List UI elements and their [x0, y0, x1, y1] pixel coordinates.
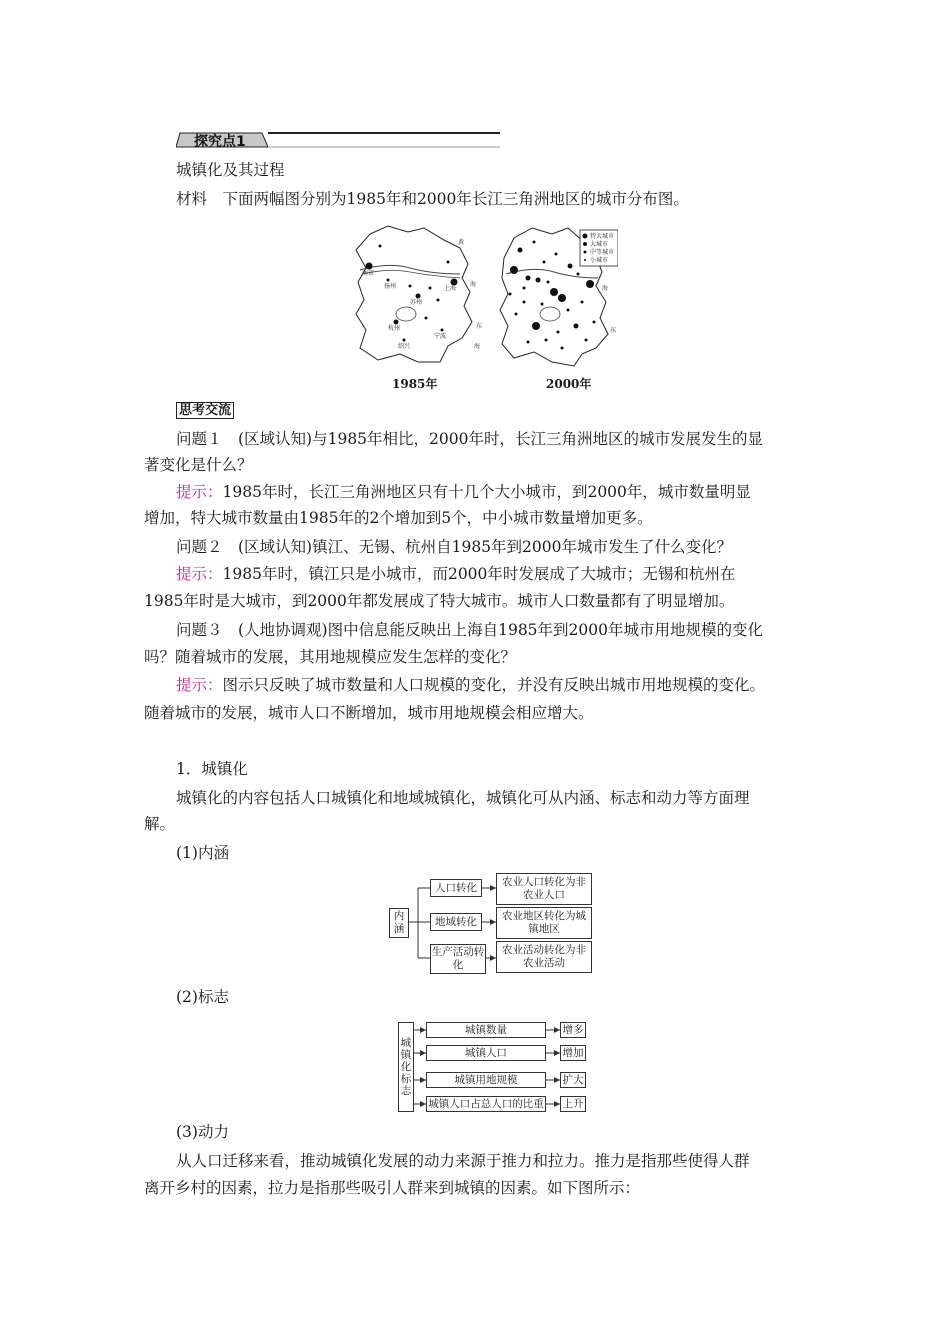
discussion-tag: 思考交流 — [176, 402, 234, 419]
connotation-desc-1: 农业地区转化为城镇地区 — [496, 907, 592, 939]
marker-item-2: 城镇用地规模 — [426, 1072, 546, 1088]
svg-text:南京: 南京 — [362, 270, 375, 277]
subheading-connotation: (1)内涵 — [176, 844, 229, 862]
marker-item-0: 城镇数量 — [426, 1022, 546, 1038]
svg-text:苏州: 苏州 — [410, 299, 423, 306]
connotation-item-1: 地域转化 — [430, 913, 482, 931]
subheading-dynamics: (3)动力 — [176, 1123, 229, 1141]
svg-text:扬州: 扬州 — [384, 283, 397, 290]
hint-label: 提示： — [176, 676, 223, 694]
point-1-line-2: 解。 — [144, 815, 176, 833]
connotation-item-0: 人口转化 — [430, 879, 482, 897]
svg-text:海: 海 — [470, 281, 477, 288]
hint-label: 提示： — [176, 565, 223, 583]
dynamics-line-2: 离开乡村的因素，拉力是指那些吸引人群来到城镇的因素。如下图所示： — [144, 1179, 641, 1197]
svg-text:绍兴: 绍兴 — [398, 343, 411, 350]
svg-text:海: 海 — [602, 285, 609, 292]
answer-3-line-1 — [176, 675, 856, 695]
answer-2-line-2: 1985年时是大城市，到2000年都发展成了特大城市。城市人口数量都有了明显增加。 — [144, 592, 735, 610]
section-title: 城镇化及其过程 — [176, 161, 285, 179]
question-1-line-2: 著变化是什么？ — [144, 456, 253, 474]
question-3-line-2: 吗？随着城市的发展，其用地规模应发生怎样的变化？ — [144, 648, 517, 666]
question-1-line-1: 问题１ (区域认知)与1985年相比，2000年时，长江三角洲地区的城市发展发生的显 — [176, 430, 763, 448]
map-2000-year: 2000年 — [546, 377, 592, 391]
connotation-desc-0: 农业人口转化为非农业人口 — [496, 873, 592, 905]
section-banner — [176, 131, 500, 149]
map-1985-year: 1985年 — [392, 377, 438, 391]
material-text: 材料 下面两幅图分别为1985年和2000年长江三角洲地区的城市分布图。 — [176, 190, 689, 208]
marker-item-3: 城镇人口占总人口的比重 — [426, 1096, 546, 1112]
svg-text:海: 海 — [474, 343, 481, 350]
legend-item-2: 中等城市 — [590, 249, 615, 256]
marker-result-3: 上升 — [560, 1096, 586, 1112]
answer-1-text: 1985年时，长江三角洲地区只有十几个大小城市，到2000年，城市数量明显 — [222, 483, 751, 501]
answer-2-line-1 — [176, 564, 856, 584]
point-1-title: 1．城镇化 — [176, 760, 248, 778]
question-3-line-1: 问题３ (人地协调观)图中信息能反映出上海自1985年到2000年城市用地规模的变化 — [176, 621, 763, 639]
legend-item-1: 大城市 — [590, 241, 609, 248]
legend-item-0: 特大城市 — [590, 233, 615, 240]
svg-text:东: 东 — [476, 323, 483, 330]
maps-svg — [348, 222, 618, 372]
svg-text:宁波: 宁波 — [434, 333, 447, 340]
map-2000 — [500, 228, 618, 366]
answer-1-line-1 — [176, 482, 856, 502]
answer-3-text: 图示只反映了城市数量和人口规模的变化，并没有反映出城市用地规模的变化。 — [222, 676, 766, 694]
svg-text:黄: 黄 — [458, 239, 465, 246]
subheading-markers: (2)标志 — [176, 988, 229, 1006]
city-distribution-maps — [348, 222, 618, 392]
map-1985 — [356, 226, 482, 362]
answer-1-line-2: 增加，特大城市数量由1985年的2个增加到5个，中小城市数量增加更多。 — [144, 509, 653, 527]
legend-item-3: 小城市 — [590, 257, 609, 264]
question-2: 问题２ (区域认知)镇江、无锡、杭州自1985年到2000年城市发生了什么变化？ — [176, 538, 732, 556]
marker-item-1: 城镇人口 — [426, 1045, 546, 1061]
hint-label: 提示： — [176, 483, 223, 501]
marker-result-1: 增加 — [560, 1045, 586, 1061]
svg-text:东: 东 — [610, 327, 617, 334]
markers-root: 城镇化标志 — [398, 1022, 414, 1112]
connotation-item-2: 生产活动转化 — [430, 944, 486, 974]
marker-result-0: 增多 — [560, 1022, 586, 1038]
connotation-desc-2: 农业活动转化为非农业活动 — [496, 941, 592, 973]
answer-3-line-2: 随着城市的发展，城市人口不断增加，城市用地规模会相应增大。 — [144, 704, 594, 722]
dynamics-line-1: 从人口迁移来看，推动城镇化发展的动力来源于推力和拉力。推力是指那些使得人群 — [176, 1152, 750, 1170]
marker-result-2: 扩大 — [560, 1072, 586, 1088]
point-1-line-1: 城镇化的内容包括人口城镇化和地域城镇化，城镇化可从内涵、标志和动力等方面理 — [176, 789, 750, 807]
svg-text:上海: 上海 — [444, 285, 457, 292]
banner-label: 探究点1 — [194, 134, 246, 150]
answer-2-text: 1985年时，镇江只是小城市，而2000年时发展成了大城市；无锡和杭州在 — [222, 565, 736, 583]
connotation-root: 内涵 — [389, 908, 409, 938]
svg-text:杭州: 杭州 — [388, 325, 401, 332]
